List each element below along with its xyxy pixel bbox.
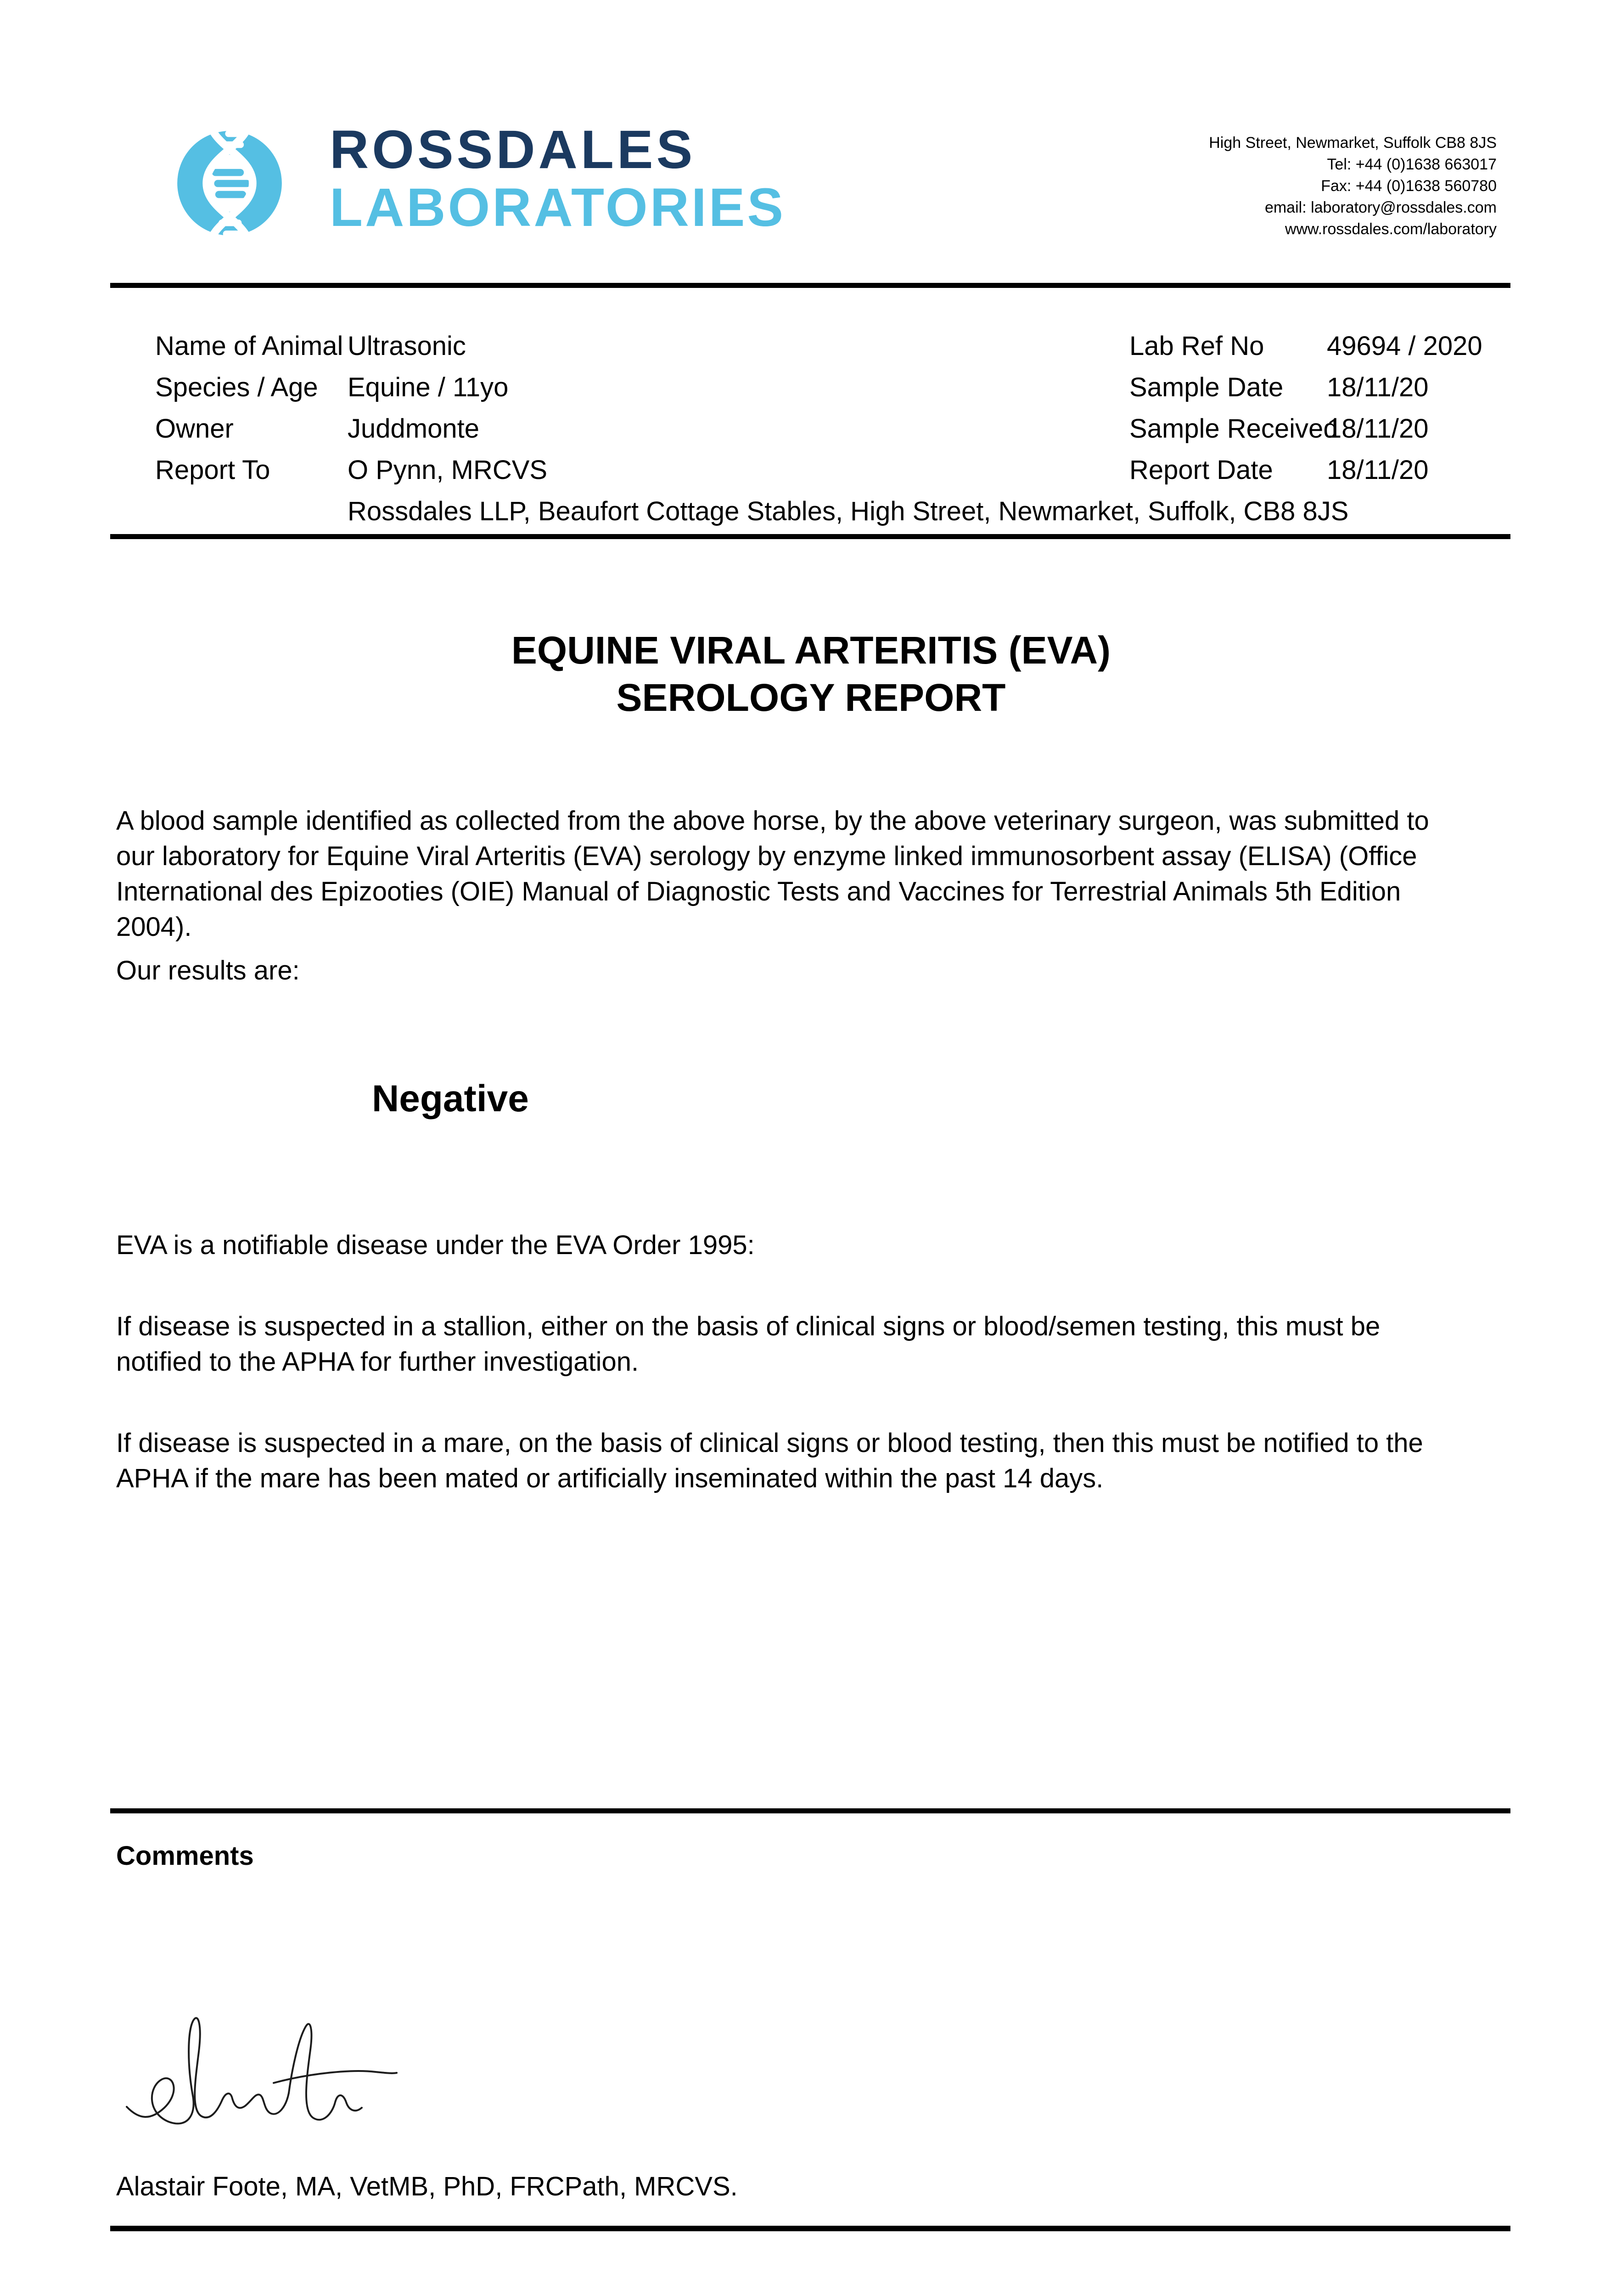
dna-helix-icon: [174, 114, 285, 253]
contact-tel: Tel: +44 (0)1638 663017: [1327, 156, 1497, 173]
logo-wordmark-laboratories: LABORATORIES: [330, 177, 786, 238]
report-title-line2: SEROLOGY REPORT: [616, 676, 1006, 719]
value-species-age: Equine / 11yo: [348, 372, 509, 402]
label-report-date: Report Date: [1129, 455, 1273, 485]
contact-address: High Street, Newmarket, Suffolk CB8 8JS: [1209, 134, 1497, 152]
stallion-paragraph-line: notified to the APHA for further investigation.: [116, 1347, 639, 1377]
label-owner: Owner: [155, 414, 234, 444]
result-value: Negative: [372, 1078, 529, 1120]
value-report-date: 18/11/20: [1327, 455, 1429, 485]
comments-heading: Comments: [116, 1841, 254, 1871]
mare-paragraph-line: APHA if the mare has been mated or artificially inseminated within the past 14 days.: [116, 1463, 1104, 1493]
comments-divider: [110, 1808, 1510, 1813]
results-label: Our results are:: [116, 956, 300, 985]
stallion-paragraph-line: If disease is suspected in a stallion, either on the basis of clinical signs or blood/semen testing, this must be: [116, 1311, 1381, 1341]
intro-paragraph-line: our laboratory for Equine Viral Arteritis (EVA) serology by enzyme linked immunosorbent assay (ELISA) (Office: [116, 841, 1417, 871]
contact-web: www.rossdales.com/laboratory: [1285, 220, 1497, 238]
value-lab-ref-no: 49694 / 2020: [1327, 331, 1482, 361]
intro-paragraph-line: 2004).: [116, 912, 192, 942]
report-title-line1: EQUINE VIRAL ARTERITIS (EVA): [511, 629, 1111, 672]
intro-paragraph-line: International des Epizooties (OIE) Manual of Diagnostic Tests and Vaccines for Terrestrial Animals 5th Edition: [116, 877, 1401, 906]
value-owner: Juddmonte: [348, 414, 479, 444]
value-sample-received: 18/11/20: [1327, 414, 1429, 444]
report-to-address: Rossdales LLP, Beaufort Cottage Stables, High Street, Newmarket, Suffolk, CB8 8JS: [348, 496, 1349, 526]
label-name-of-animal: Name of Animal: [155, 331, 343, 361]
label-species-age: Species / Age: [155, 372, 318, 402]
signature-image: [118, 2006, 481, 2157]
label-sample-date: Sample Date: [1129, 372, 1284, 402]
value-name-of-animal: Ultrasonic: [348, 331, 466, 361]
value-report-to: O Pynn, MRCVS: [348, 455, 548, 485]
contact-block: [1209, 132, 1497, 240]
label-report-to: Report To: [155, 455, 270, 485]
label-lab-ref-no: Lab Ref No: [1129, 331, 1264, 361]
mare-paragraph-line: If disease is suspected in a mare, on the basis of clinical signs or blood testing, then this must be notified to the: [116, 1428, 1423, 1458]
intro-paragraph-line: A blood sample identified as collected from the above horse, by the above veterinary surgeon, was submitted to: [116, 806, 1429, 836]
label-sample-received: Sample Received: [1129, 414, 1338, 444]
contact-fax: Fax: +44 (0)1638 560780: [1321, 177, 1497, 195]
header-divider: [110, 283, 1510, 288]
signer-name: Alastair Foote, MA, VetMB, PhD, FRCPath, MRCVS.: [116, 2172, 738, 2201]
details-divider: [110, 534, 1510, 539]
value-sample-date: 18/11/20: [1327, 372, 1429, 402]
logo-wordmark-rossdales: ROSSDALES: [330, 119, 696, 180]
contact-email: email: laboratory@rossdales.com: [1264, 199, 1497, 216]
notifiable-line: EVA is a notifiable disease under the EVA Order 1995:: [116, 1230, 755, 1260]
footer-bar: [110, 2226, 1510, 2231]
